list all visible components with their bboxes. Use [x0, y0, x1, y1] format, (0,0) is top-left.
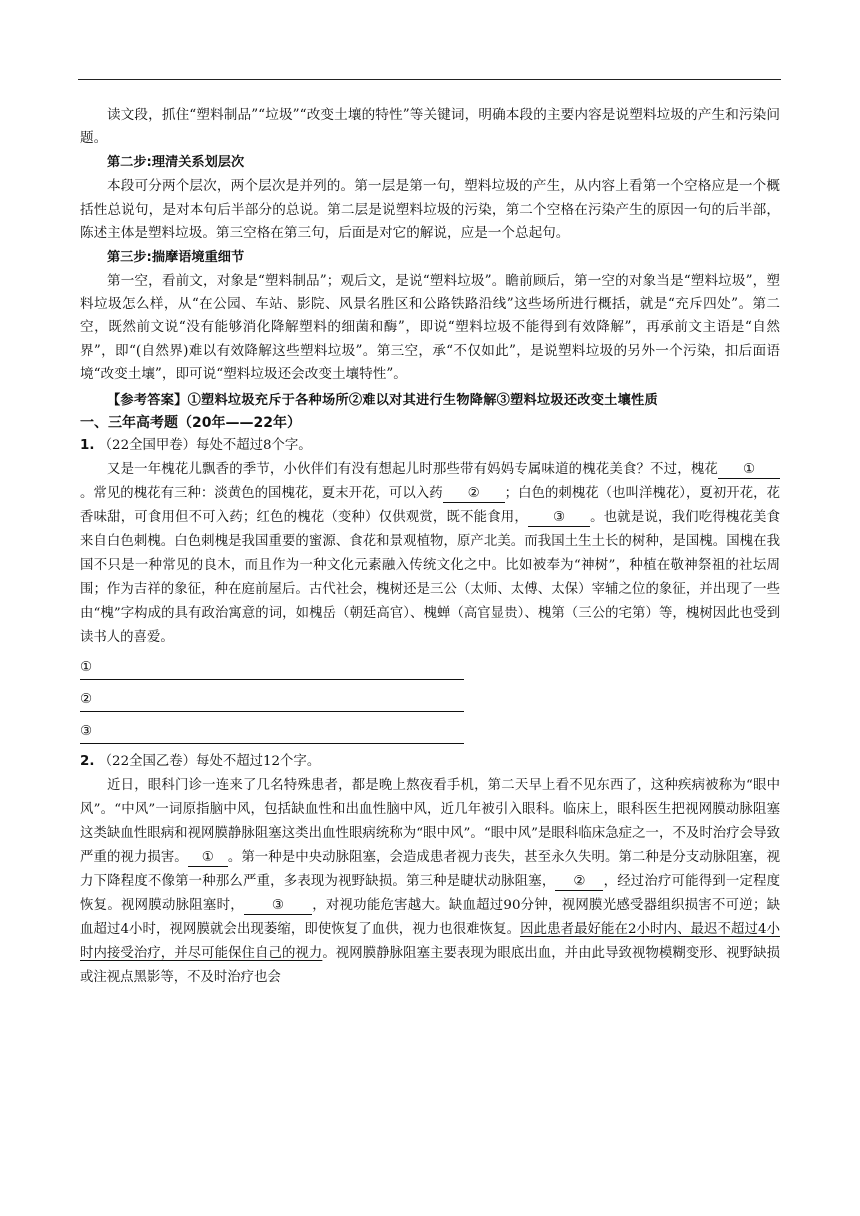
- answer-label: ①: [80, 659, 93, 676]
- answer-label: ②: [80, 691, 93, 708]
- passage-text: 。第一种是中央动脉阻塞，会造成患者视力丧失，甚至永久失明。第二种是分支动脉阻塞，视力下降程度不像第一种那么严重，多表现为视野缺损。第三种是睫状动脉阻塞，: [80, 850, 781, 890]
- answer-label: ③: [80, 723, 93, 740]
- passage-text: 。也就是说，我们吃得槐花美食来自白色刺槐。白色刺槐是我国重要的蜜源、食花和景观植物，原产北美。而我国土生土长的树种，是国槐。国槐在我国不只是一种常见的良木，而且作为一种文化元素融入传统文化之中。比如被奉为“神树”，种植在敬神祭祖的社坛周围；作为吉祥的象征，种在庭前屋后。古代社会，槐树还是三公（太师、太傅、太保）宰辅之位的象征，并出现了一些由“槐”字构成的具有政治寓意的词，如槐岳（朝廷高官）、槐蝉（高官显贵）、槐第（三公的宅第）等，槐树因此也受到读书人的喜爱。: [80, 510, 781, 646]
- question-1-number: 1.: [80, 438, 95, 454]
- answer-rule: [80, 679, 464, 680]
- blank-2[interactable]: ②: [555, 874, 603, 891]
- passage-text: 。视网膜静脉阻塞主要表现为眼底出血，并由此导致视物模糊变形、视野缺损或注视点黑影等，不及时治疗也会: [80, 946, 781, 986]
- passage-text: 近日，眼科门诊一连来了几名特殊患者，都是晚上熬夜看手机，第二天早上看不见东西了，这种疾病被称为“眼中风”。“中风”一词原指脑中风，包括缺血性和出血性脑中风，近几年被引入眼科。临床上，眼科医生把视网膜动脉阻塞这类缺血性眼病和视网膜静脉阻塞这类出血性眼病统称为“眼中风”。“眼中风”是眼科临床急症之一，不及时治疗会导致严重的视力损害。: [80, 778, 780, 866]
- document-content: [80, 104, 780, 990]
- section-heading: 一、三年高考题（20年——22年）: [80, 415, 301, 432]
- step2-heading: 第二步:理清关系划层次: [107, 155, 245, 171]
- passage-text: ，对视功能危害越大。缺血超过90分钟，视网膜光感受器组织损害不可逆；缺血超过4小时，视网膜就会出现萎缩，即使恢复了血供，视力也很难恢复。: [80, 898, 780, 938]
- blank-1[interactable]: ①: [718, 462, 780, 479]
- answer-line-3[interactable]: [80, 720, 464, 746]
- step3-paragraph: 第一空，看前文，对象是“塑料制品”；观后文，是说“塑料垃圾”。瞻前顾后，第一空的对象当是“塑料垃圾”，塑料垃圾怎么样，从“在公园、车站、影院、风景名胜区和公路铁路沿线”这些场所进行概括，就是“充斥四处”。第二空，既然前文说“没有能够消化降解塑料的细菌和酶”，即说“塑料垃圾不能得到有效降解”，再承前文主语是“自然界”，即“(自然界)难以有效降解这些塑料垃圾”。第三空，承“不仅如此”，是说塑料垃圾的另外一个污染，扣后面语境“改变土壤”，即可说“塑料垃圾还会改变土壤特性”。: [80, 273, 780, 382]
- header-rule: [78, 79, 781, 80]
- answer-rule: [80, 711, 464, 712]
- passage-text: ，经过治疗可能得到一定程度恢复。视网膜动脉阻塞时，: [80, 874, 781, 914]
- blank-1[interactable]: ①: [188, 850, 228, 867]
- question-1-header: [80, 434, 780, 458]
- question-2-header: [80, 750, 780, 774]
- passage-text: 。常见的槐花有三种：淡黄色的国槐花，夏末开花，可以入药: [80, 486, 443, 502]
- analysis-intro: 读文段，抓住“塑料制品”“垃圾”“改变土壤的特性”等关键词，明确本段的主要内容是说塑料垃圾的产生和污染问题。: [80, 107, 780, 147]
- reference-answer: 【参考答案】①塑料垃圾充斥于各种场所②难以对其进行生物降解③塑料垃圾还改变土壤性质: [107, 393, 658, 409]
- underlined-sentence: 因此患者最好能在2小时内、最迟不超过4小时内接受治疗，并尽可能保住自己的视力: [80, 922, 780, 962]
- question-2-passage: [80, 774, 780, 990]
- blank-3[interactable]: ③: [244, 898, 312, 915]
- question-2-number: 2.: [80, 754, 95, 770]
- passage-text: ；白色的刺槐花（也叫洋槐花），夏初开花，花香味甜，可食用但不可入药；红色的槐花（变种）仅供观赏，既不能食用，: [80, 486, 780, 526]
- passage-text: 又是一年槐花儿飘香的季节，小伙伴们有没有想起儿时那些带有妈妈专属味道的槐花美食？不过，槐花: [107, 462, 718, 478]
- answer-rule: [80, 743, 464, 744]
- blank-3[interactable]: ③: [528, 510, 590, 527]
- step3-heading: 第三步:揣摩语境重细节: [107, 250, 245, 266]
- step2-paragraph: 本段可分两个层次，两个层次是并列的。第一层是第一句，塑料垃圾的产生，从内容上看第一个空格应是一个概括性总说句，是对本句后半部分的总说。第二层是说塑料垃圾的污染，第二个空格在污染产生的原因一句的后半部，陈述主体是塑料垃圾。第三空格在第三句，后面是对它的解说，应是一个总起句。: [80, 178, 780, 241]
- question-1-passage: [80, 458, 780, 650]
- question-2-requirement: （22全国乙卷）每处不超过12个字。: [98, 754, 321, 770]
- blank-2[interactable]: ②: [443, 486, 505, 503]
- answer-line-1[interactable]: [80, 656, 464, 682]
- answer-line-2[interactable]: [80, 688, 464, 714]
- question-1-requirement: （22全国甲卷）每处不超过8个字。: [98, 438, 312, 454]
